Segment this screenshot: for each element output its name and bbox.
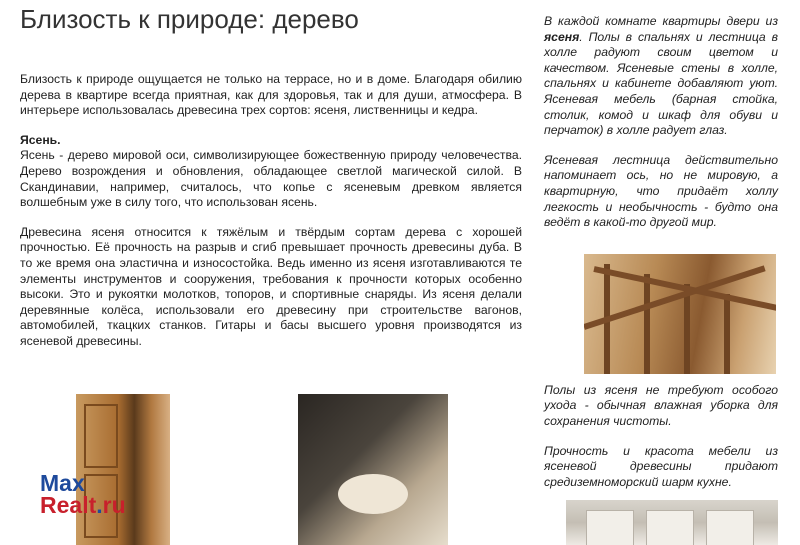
kitchen-photo [566,500,778,545]
ash-paragraph-1: Ясень - дерево мировой оси, символизирующее божественную природу человечества. Дерево возрождения и обновления, обладающее светлой магической силой. В Скандинавии, например, считалось, что копье с ясеневым древком является волшебным уже в силу того, что использован ясень. [20,148,522,210]
section-heading-ash: Ясень. [20,132,61,147]
cabinet [586,510,634,545]
watermark-line2: Realt.ru [40,492,126,518]
side-bold-ash: ясеня [544,29,580,44]
side-paragraph-stairs: Ясеневая лестница действительно напоминает ось, но не мировую, а квартирную, что придаёт холлу легкость и необычность - будто она ведёт в какой-то другой мир. [544,152,778,230]
side-paragraph-furniture: Прочность и красота мебели из ясеневой древесины придают средиземноморский шарм кухне. [544,443,778,489]
stair-post [644,274,650,374]
side-paragraph-floors: Полы из ясеня не требуют особого ухода - обычная влажная уборка для сохранения чистоты. [544,382,778,428]
main-article [20,72,522,364]
stair-post [724,294,730,374]
stair-post [684,284,690,374]
watermark-line1: Max [40,470,85,496]
cabinet [646,510,694,545]
side-paragraph-doors: В каждой комнате квартиры двери из ясеня. Полы в спальнях и лестница в холле радуют своим цветом и качеством. Ясеневые стены в холле, спальнях и кабинете добавляют уют. Ясеневая мебель (барная стойка, столик, комод и шкаф для обуви и перчаток) в холле радует глаз. [544,14,778,138]
rug-shape [338,474,408,514]
cabinet [706,510,754,545]
door-photo [76,394,170,545]
bedroom-photo [298,394,448,545]
maxrealt-watermark [40,472,126,516]
intro-paragraph: Близость к природе ощущается не только на террасе, но и в доме. Благодаря обилию дерева в квартире всегда приятная, как для здоровья, так и для души, атмосфера. В интерьере использовалась древесина трех сортов: ясеня, лиственницы и кедра. [20,72,522,118]
ash-paragraph-2: Древесина ясеня относится к тяжёлым и твёрдым сортам дерева с хорошей прочностью. Её прочность на разрыв и сгиб превышает прочность древесины дуба. В то же время она эластична и износостойка. Ведь именно из ясеня изготавливаются те элементы инструментов и сооружения, требования к прочности которых особенно высоки. Это и рукоятки молотков, топоров, и спортивные снаряды. Из ясеня делали деревянные колёса, использовали его древесину при строительстве вагонов, автомобилей, ткацких станков. Гитары и басы высшего уровня производятся из ясеневой древесины. [20,224,522,348]
staircase-photo [584,254,776,374]
door-panel [84,404,118,468]
page-title: Близость к природе: дерево [20,4,359,34]
